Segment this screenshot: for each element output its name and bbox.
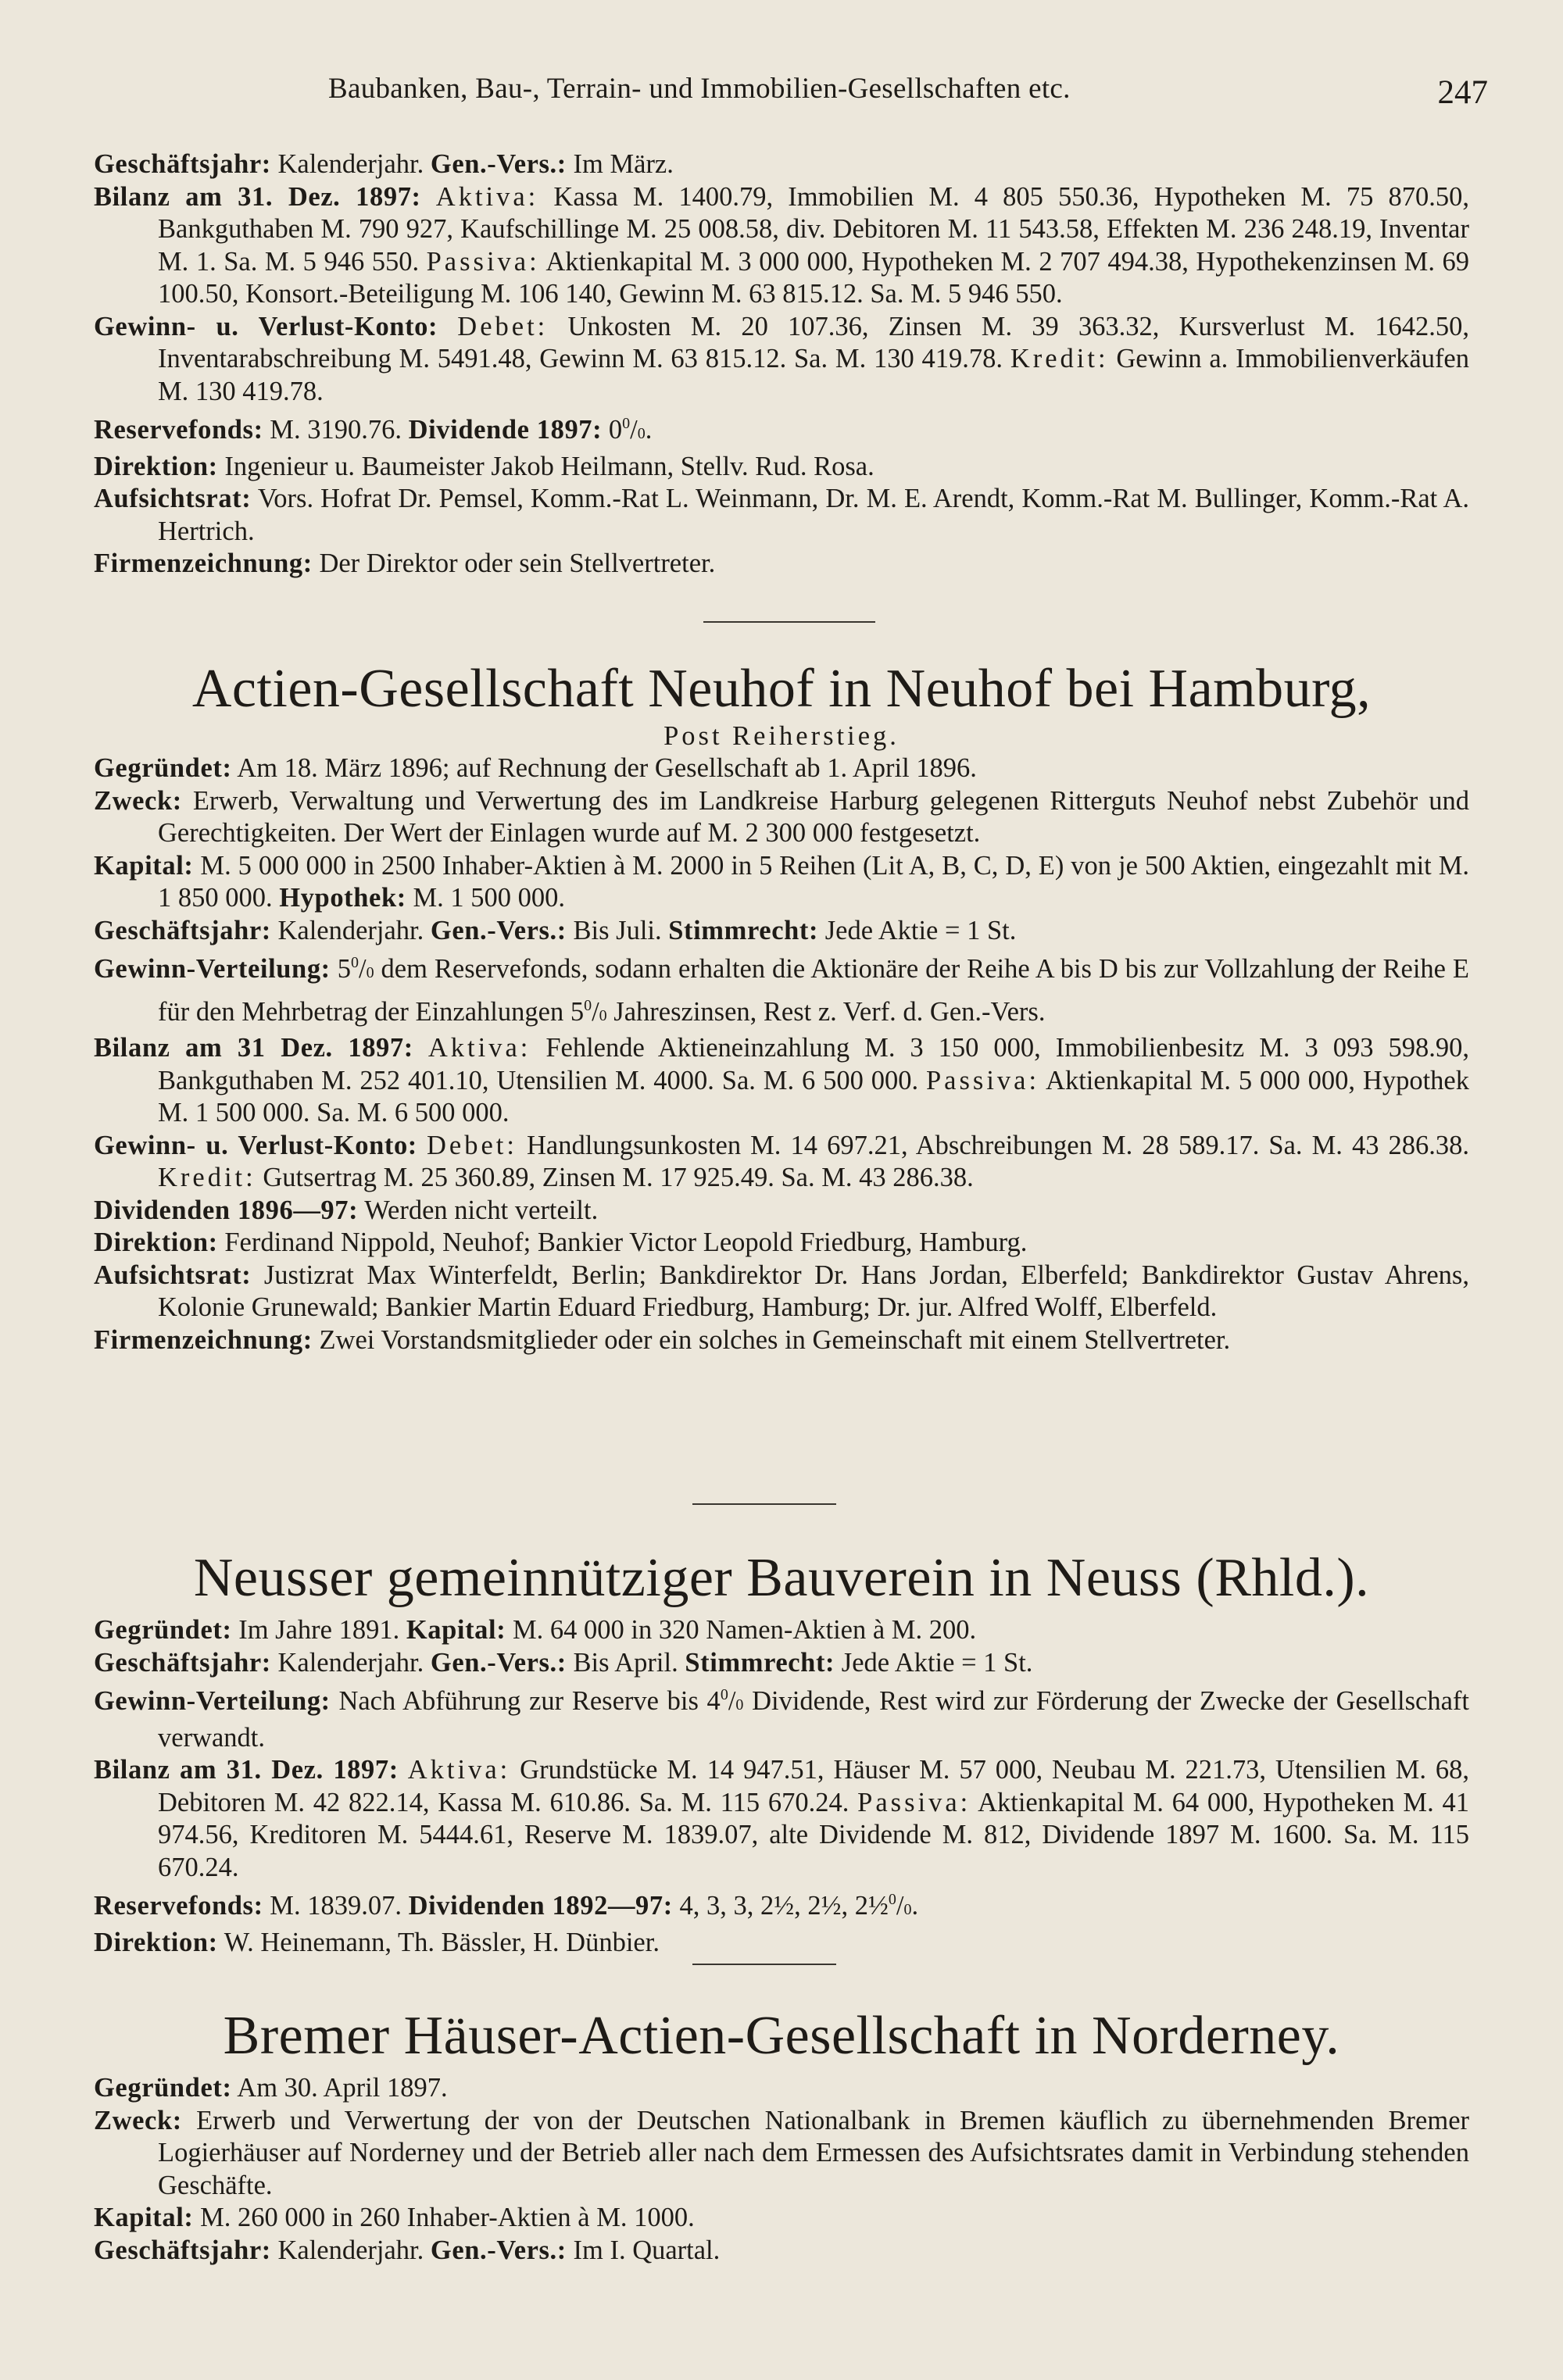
label-profit-distribution: Gewinn-Verteilung: <box>94 1686 331 1716</box>
text: Gutsertrag M. 25 360.89, Zinsen M. 17 925.49. Sa. M. 43 286.38. <box>256 1163 974 1192</box>
text: Zwei Vorstandsmitglieder oder ein solches in Gemeinschaft mit einem Stellvertreter. <box>312 1324 1231 1355</box>
label-founded: Gegründet: <box>94 753 232 783</box>
section-divider <box>692 1503 836 1505</box>
entry-fiscal-year <box>94 1647 1469 1680</box>
text: Grundstücke M. 14 947.51, Häuser M. 57 000, Neubau M. 221.73, Utensilien M. 68, Debitoren M. 42 822.14, Kassa M. 610.86. Sa. M. 115 670.24. <box>158 1755 1470 1817</box>
label-founded: Gegründet: <box>94 1615 232 1645</box>
text: M. 64 000 in 320 Namen-Aktien à M. 200. <box>506 1615 977 1645</box>
text: Kalenderjahr. <box>270 149 431 179</box>
text: Aktienkapital M. 64 000, Hypotheken M. 41 974.56, Kreditoren M. 5444.61, Reserve M. 1839.07, alte Dividende M. 812, Dividende 1897 M. 1600. Sa. M. 115 670.24. <box>158 1787 1469 1882</box>
running-head <box>94 72 1488 111</box>
label-debit: Debet: <box>426 1130 517 1160</box>
label-fiscal-year: Geschäftsjahr: <box>94 915 271 945</box>
text: Aktienkapital M. 3 000 000, Hypotheken M. 2 707 494.38, Hypothekenzinsen M. 69 100.50, Konsort.-Beteiligung M. 106 140, Gewinn M. 63 815.12. Sa. M. 5 946 550. <box>158 246 1469 309</box>
text: 4, 3, 3, 2½, 2½, 2½ <box>672 1891 889 1921</box>
label-profit-loss: Gewinn- u. Verlust-Konto: <box>94 1130 417 1160</box>
percent-sup: 0 <box>351 954 359 971</box>
entry-profit-loss <box>94 1130 1469 1195</box>
label-capital: Kapital: <box>406 1615 506 1645</box>
text: Werden nicht verteilt. <box>358 1195 599 1225</box>
percent-sub: 0 <box>903 1901 912 1918</box>
text: Ferdinand Nippold, Neuhof; Bankier Victor Leopold Friedburg, Hamburg. <box>217 1228 1028 1257</box>
percent-sup: 0 <box>584 996 592 1014</box>
label-voting-right: Stimmrecht: <box>685 1647 835 1678</box>
section-norderney <box>94 2005 1469 2267</box>
label-fiscal-year: Geschäftsjahr: <box>94 2235 271 2265</box>
label-general-meeting: Gen.-Vers.: <box>430 1647 567 1678</box>
label-dividends: Dividenden 1896—97: <box>94 1195 359 1225</box>
text: Am 30. April 1897. <box>231 2073 448 2103</box>
text: / <box>359 954 367 984</box>
section-divider <box>692 1964 836 1965</box>
top-entry <box>94 148 1469 581</box>
entry-capital <box>94 850 1469 915</box>
label-general-meeting: Gen.-Vers.: <box>430 915 567 945</box>
entry-balance <box>94 1754 1469 1884</box>
entry-founded <box>94 2072 1469 2105</box>
text: Kalenderjahr. <box>270 2235 431 2265</box>
entry-profit-distribution <box>94 947 1469 1032</box>
text: Der Direktor oder sein Stellvertreter. <box>312 549 716 578</box>
text: Nach Abführung zur Reserve bis 4 <box>330 1686 721 1716</box>
label-supervisory-board: Aufsichtsrat: <box>94 1260 252 1290</box>
text: Jahreszinsen, Rest z. Verf. d. Gen.-Vers. <box>606 996 1046 1027</box>
entry-supervisory-board <box>94 1260 1469 1324</box>
text: Kalenderjahr. <box>270 1647 431 1678</box>
label-reserve-fund: Reservefonds: <box>94 415 263 445</box>
label-profit-distribution: Gewinn-Verteilung: <box>94 954 331 984</box>
label-balance: Bilanz am 31. Dez. 1897: <box>94 181 421 212</box>
entry-signature <box>94 1324 1469 1357</box>
label-dividend: Dividende 1897: <box>408 415 603 445</box>
label-capital: Kapital: <box>94 2203 194 2232</box>
text: Justizrat Max Winterfeldt, Berlin; Bankdirektor Dr. Hans Jordan, Elberfeld; Bankdirektor Gustav Ahrens, Kolonie Grunewald; Bankier Martin Eduard Friedburg, Hamburg; Dr. jur. Alfred Wolff, Elberfeld. <box>158 1260 1469 1322</box>
entry-supervisory-board <box>94 483 1469 548</box>
entry-fiscal-year <box>94 915 1469 948</box>
text: Im März. <box>566 149 674 179</box>
entry-reserve-fund <box>94 408 1469 451</box>
label-balance: Bilanz am 31. Dez. 1897: <box>94 1755 399 1785</box>
label-signature: Firmenzeichnung: <box>94 1324 313 1355</box>
percent-sup: 0 <box>888 1891 896 1908</box>
label-fiscal-year: Geschäftsjahr: <box>94 149 271 179</box>
page-number: 247 <box>1437 74 1488 111</box>
label-signature: Firmenzeichnung: <box>94 549 313 578</box>
entry-purpose <box>94 2105 1469 2203</box>
text: Unkosten M. 20 107.36, Zinsen M. 39 363.32, Kursverlust M. 1642.50, Inventarabschreibung M. 5491.48, Gewinn M. 63 815.12. Sa. M. 130 419.78. <box>158 311 1469 373</box>
text: 5 <box>330 954 351 984</box>
text: Erwerb, Verwaltung und Verwertung des im Landkreise Harburg gelegenen Ritterguts Neuhof nebst Zubehör und Gerechtigkeiten. Der Wert der Einlagen wurde auf M. 2 300 000 festgesetzt. <box>158 785 1469 848</box>
text: Dividende, Rest wird zur Förderung der Zwecke der Gesellschaft verwandt. <box>158 1686 1469 1753</box>
text: Jede Aktie = 1 St. <box>835 1647 1033 1678</box>
label-assets: Aktiva: <box>427 1033 531 1063</box>
section-title: Neusser gemeinnütziger Bauverein in Neuss (Rhld.). <box>193 1548 1370 1608</box>
label-credit: Kredit: <box>1010 344 1109 373</box>
label-fiscal-year: Geschäftsjahr: <box>94 1647 271 1678</box>
text: Kassa M. 1400.79, Immobilien M. 4 805 550.36, Hypotheken M. 75 870.50, Bankguthaben M. 790 927, Kaufschillinge M. 25 008.58, div. Debitoren M. 11 543.58, Effekten M. 236 248.19, Inventar M. 1. Sa. M. 5 946 550. <box>158 181 1470 277</box>
percent-sup: 0 <box>622 415 631 432</box>
entry-capital <box>94 2202 1469 2235</box>
label-directors: Direktion: <box>94 451 218 481</box>
section-title: Actien-Gesellschaft Neuhof in Neuhof bei Hamburg, <box>191 659 1372 719</box>
label-assets: Aktiva: <box>435 181 539 212</box>
label-purpose: Zweck: <box>94 2105 182 2135</box>
percent-sub: 0 <box>366 964 374 981</box>
section-subtitle: Post Reiherstieg. <box>663 721 900 751</box>
percent-sub: 0 <box>637 425 646 442</box>
label-purpose: Zweck: <box>94 785 182 816</box>
text: dem Reservefonds, sodann erhalten die Aktionäre der Reihe A bis D bis zur Vollzahlung der Reihe E für den Mehrbetrag der Einzahlungen 5 <box>158 954 1469 1027</box>
text: Kalenderjahr. <box>270 915 431 945</box>
entry-directors <box>94 1227 1469 1260</box>
label-debit: Debet: <box>457 311 549 341</box>
text: / <box>630 415 638 445</box>
entry-balance <box>94 1032 1469 1130</box>
text: Jede Aktie = 1 St. <box>818 915 1017 945</box>
text: Am 18. März 1896; auf Rechnung der Gesellschaft ab 1. April 1896. <box>231 753 977 783</box>
label-founded: Gegründet: <box>94 2073 232 2103</box>
text: Bis Juli. <box>566 915 669 945</box>
entry-reserve-fund <box>94 1884 1469 1927</box>
section-neuhof <box>94 658 1469 1356</box>
text: Fehlende Aktieneinzahlung M. 3 150 000, Immobilienbesitz M. 3 093 598.90, Bankguthaben M. 252 401.10, Utensilien M. 4000. Sa. M. 6 500 000. <box>158 1033 1470 1095</box>
text: Im Jahre 1891. <box>231 1615 406 1645</box>
text: / <box>896 1891 904 1921</box>
section-entries <box>94 752 1469 1356</box>
text: M. 260 000 in 260 Inhaber-Aktien à M. 1000. <box>193 2203 695 2232</box>
text: Aktienkapital M. 5 000 000, Hypothek M. 1 500 000. Sa. M. 6 500 000. <box>158 1065 1469 1127</box>
label-supervisory-board: Aufsichtsrat: <box>94 484 252 513</box>
label-balance: Bilanz am 31 Dez. 1897: <box>94 1033 413 1063</box>
text: Gewinn a. Immobilienverkäufen M. 130 419.78. <box>158 344 1469 406</box>
label-capital: Kapital: <box>94 850 194 881</box>
label-reserve-fund: Reservefonds: <box>94 1891 263 1921</box>
label-general-meeting: Gen.-Vers.: <box>430 149 567 179</box>
text: . <box>645 415 653 445</box>
entry-founded <box>94 752 1469 785</box>
running-title: Baubanken, Bau-, Terrain- und Immobilien-Gesellschaften etc. <box>328 73 1071 105</box>
text: Ingenieur u. Baumeister Jakob Heilmann, Stellv. Rud. Rosa. <box>217 451 874 481</box>
label-mortgage: Hypothek: <box>279 883 406 913</box>
entry-dividends <box>94 1195 1469 1228</box>
text: / <box>592 996 599 1027</box>
entry-fiscal-year <box>94 148 1469 181</box>
label-liabilities: Passiva: <box>925 1065 1040 1095</box>
entry-fiscal-year <box>94 2235 1469 2267</box>
label-directors: Direktion: <box>94 1228 218 1257</box>
label-liabilities: Passiva: <box>426 246 540 277</box>
section-entries <box>94 2072 1469 2267</box>
label-general-meeting: Gen.-Vers.: <box>430 2235 567 2265</box>
label-dividends: Dividenden 1892—97: <box>408 1891 673 1921</box>
entry-balance <box>94 181 1469 311</box>
entry-signature <box>94 548 1469 581</box>
entry-directors <box>94 451 1469 484</box>
label-assets: Aktiva: <box>407 1755 511 1785</box>
entry-profit-distribution <box>94 1679 1469 1754</box>
text: 0 <box>602 415 623 445</box>
entry-purpose <box>94 785 1469 850</box>
entry-directors <box>94 1927 1469 1960</box>
text: Vors. Hofrat Dr. Pemsel, Komm.-Rat L. Weinmann, Dr. M. E. Arendt, Komm.-Rat M. Bullinger, Komm.-Rat A. Hertrich. <box>158 484 1469 546</box>
text: M. 1 500 000. <box>406 883 566 913</box>
label-voting-right: Stimmrecht: <box>668 915 819 945</box>
percent-sup: 0 <box>720 1686 728 1703</box>
text: M. 3190.76. <box>263 415 409 445</box>
section-entries <box>94 1614 1469 1959</box>
percent-sub: 0 <box>735 1696 744 1714</box>
section-title: Bremer Häuser-Actien-Gesellschaft in Norderney. <box>223 2006 1340 2066</box>
text: M. 1839.07. <box>263 1891 409 1921</box>
text: M. 5 000 000 in 2500 Inhaber-Aktien à M. 2000 in 5 Reihen (Lit A, B, C, D, E) von je 500 Aktien, eingezahlt mit M. 1 850 000. <box>158 850 1469 913</box>
label-credit: Kredit: <box>158 1163 256 1192</box>
entry-founded <box>94 1614 1469 1647</box>
text: Erwerb und Verwertung der von der Deutschen Nationalbank in Bremen käuflich zu übernehmenden Bremer Logierhäuser auf Norderney und der Betrieb aller nach dem Ermessen des Aufsichtsrates damit in Verbindung stehenden Geschäfte. <box>158 2105 1469 2200</box>
percent-sub: 0 <box>599 1006 607 1024</box>
text: . <box>911 1891 919 1921</box>
text: / <box>728 1686 736 1716</box>
text: W. Heinemann, Th. Bässler, H. Dünbier. <box>217 1927 660 1957</box>
text: Im I. Quartal. <box>566 2235 721 2265</box>
label-liabilities: Passiva: <box>857 1787 971 1817</box>
text: Bis April. <box>566 1647 685 1678</box>
section-divider <box>703 621 875 623</box>
text: Handlungsunkosten M. 14 697.21, Abschreibungen M. 28 589.17. Sa. M. 43 286.38. <box>517 1130 1470 1160</box>
label-directors: Direktion: <box>94 1927 218 1957</box>
entry-profit-loss <box>94 311 1469 409</box>
section-neuss <box>94 1547 1469 1959</box>
label-profit-loss: Gewinn- u. Verlust-Konto: <box>94 311 438 341</box>
